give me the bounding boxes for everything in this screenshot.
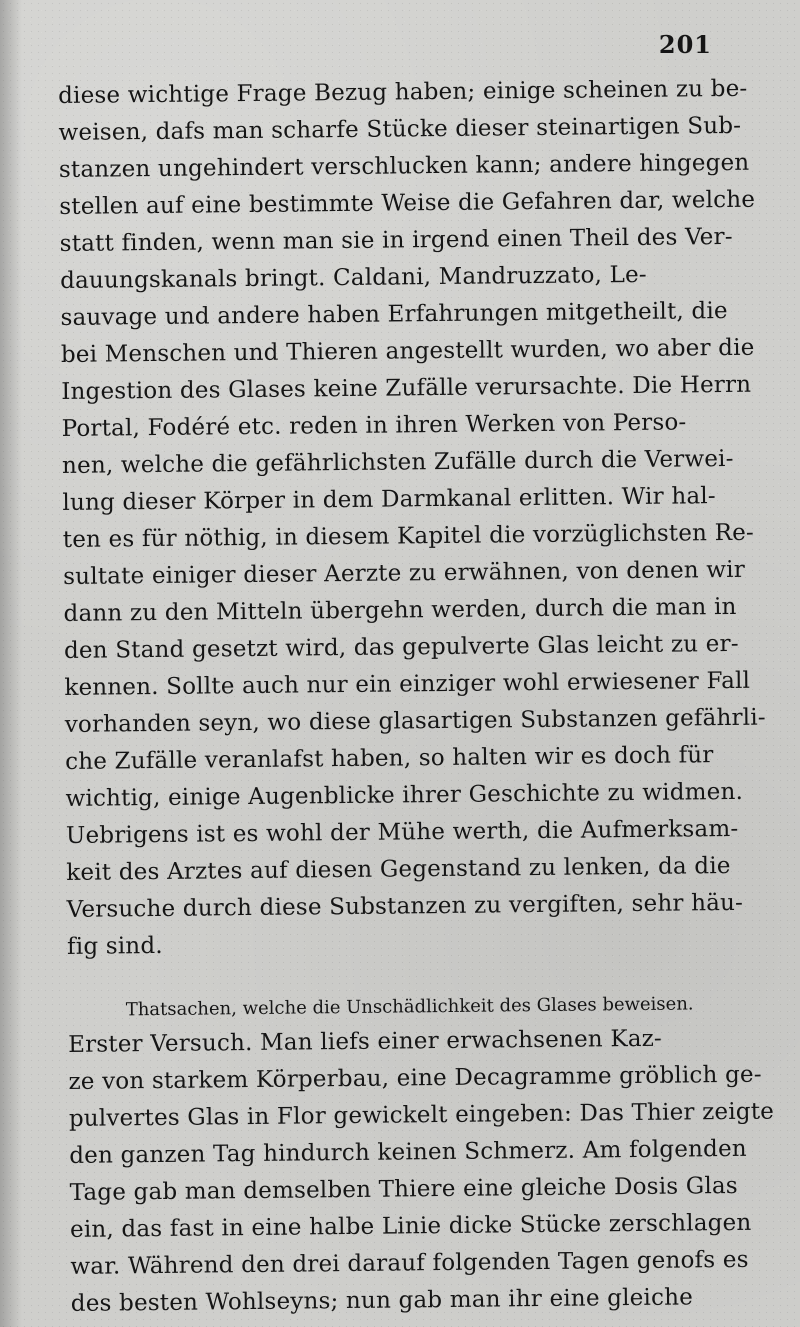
experiment-line: den ganzen Tag hindurch keinen Schmerz. Am folgenden [69,1135,747,1169]
text-line: wichtig, einige Augenblicke ihrer Geschichte zu widmen. [65,778,744,812]
text-line: nen, welche die gefährlichsten Zufälle durch die Verwei- [61,445,734,479]
experiment-line: ein, das fast in eine halbe Linie dicke Stücke zerschlagen [69,1209,752,1243]
text-line: Ingestion des Glases keine Zufälle verursachte. Die Herrn [61,371,752,405]
text-line: den Stand gesetzt wird, das gepulverte Glas leicht zu er- [63,630,739,664]
text-line: diese wichtige Frage Bezug haben; einige scheinen zu be- [58,75,748,109]
text-line: statt finden, wenn man sie in irgend einen Theil des Ver- [59,223,733,257]
page-gutter-shadow [0,0,22,1327]
text-line: kennen. Sollte auch nur ein einziger wohl erwiesener Fall [64,667,751,701]
experiment-line: ze von starkem Körperbau, eine Decagramme gröblich ge- [68,1061,762,1095]
text-line: keit des Arztes auf diesen Gegenstand zu lenken, da die [66,853,731,886]
section-heading: Thatsachen, welche die Unschädlichkeit des Glases beweisen. [125,993,694,1021]
text-line: sultate einiger dieser Aerzte zu erwähnen, von denen wir [63,556,746,590]
text-line: ten es für nöthig, in diesem Kapitel die vorzüglichsten Re- [62,519,755,553]
text-line: sauvage und andere haben Erfahrungen mitgetheilt, die [60,297,728,331]
text-line: weisen, dafs man scharfe Stücke dieser steinartigen Sub- [58,112,742,146]
text-line: vorhanden seyn, wo diese glasartigen Substanzen gefährli- [64,704,766,738]
text-line: che Zufälle veranlafst haben, so halten wir es doch für [65,742,714,775]
text-line: stanzen ungehindert verschlucken kann; andere hingegen [58,149,750,183]
page-number: 201 [658,30,712,59]
text-line: Versuche durch diese Substanzen zu vergiften, sehr häu- [66,889,744,923]
text-line: dauungskanals bringt. Caldani, Mandruzzato, Le- [59,261,647,294]
main-text-block [58,71,775,1323]
experiment-line: war. Während den drei darauf folgenden Tagen genofs es [70,1246,749,1280]
text-line: dann zu den Mitteln übergehn werden, durch die man in [63,593,737,627]
text-line: stellen auf eine bestimmte Weise die Gefahren dar, welche [59,186,756,220]
text-line: Uebrigens ist es wohl der Mühe werth, die Aufmerksam- [65,815,739,849]
text-line: fig sind. [66,932,163,960]
text-line: Portal, Fodéré etc. reden in ihren Werken von Perso- [61,409,687,442]
experiment-line: Tage gab man demselben Thiere eine gleiche Dosis Glas [69,1172,738,1206]
text-line: bei Menschen und Thieren angestellt wurden, wo aber die [60,334,755,368]
experiment-line: des besten Wohlseyns; nun gab man ihr eine gleiche [70,1284,694,1317]
experiment-line: Erster Versuch. Man liefs einer erwachsenen Kaz- [67,1025,663,1058]
text-line: lung dieser Körper in dem Darmkanal erlitten. Wir hal- [62,483,716,516]
experiment-line: pulvertes Glas in Flor gewickelt eingeben: Das Thier zeigte [68,1098,775,1132]
